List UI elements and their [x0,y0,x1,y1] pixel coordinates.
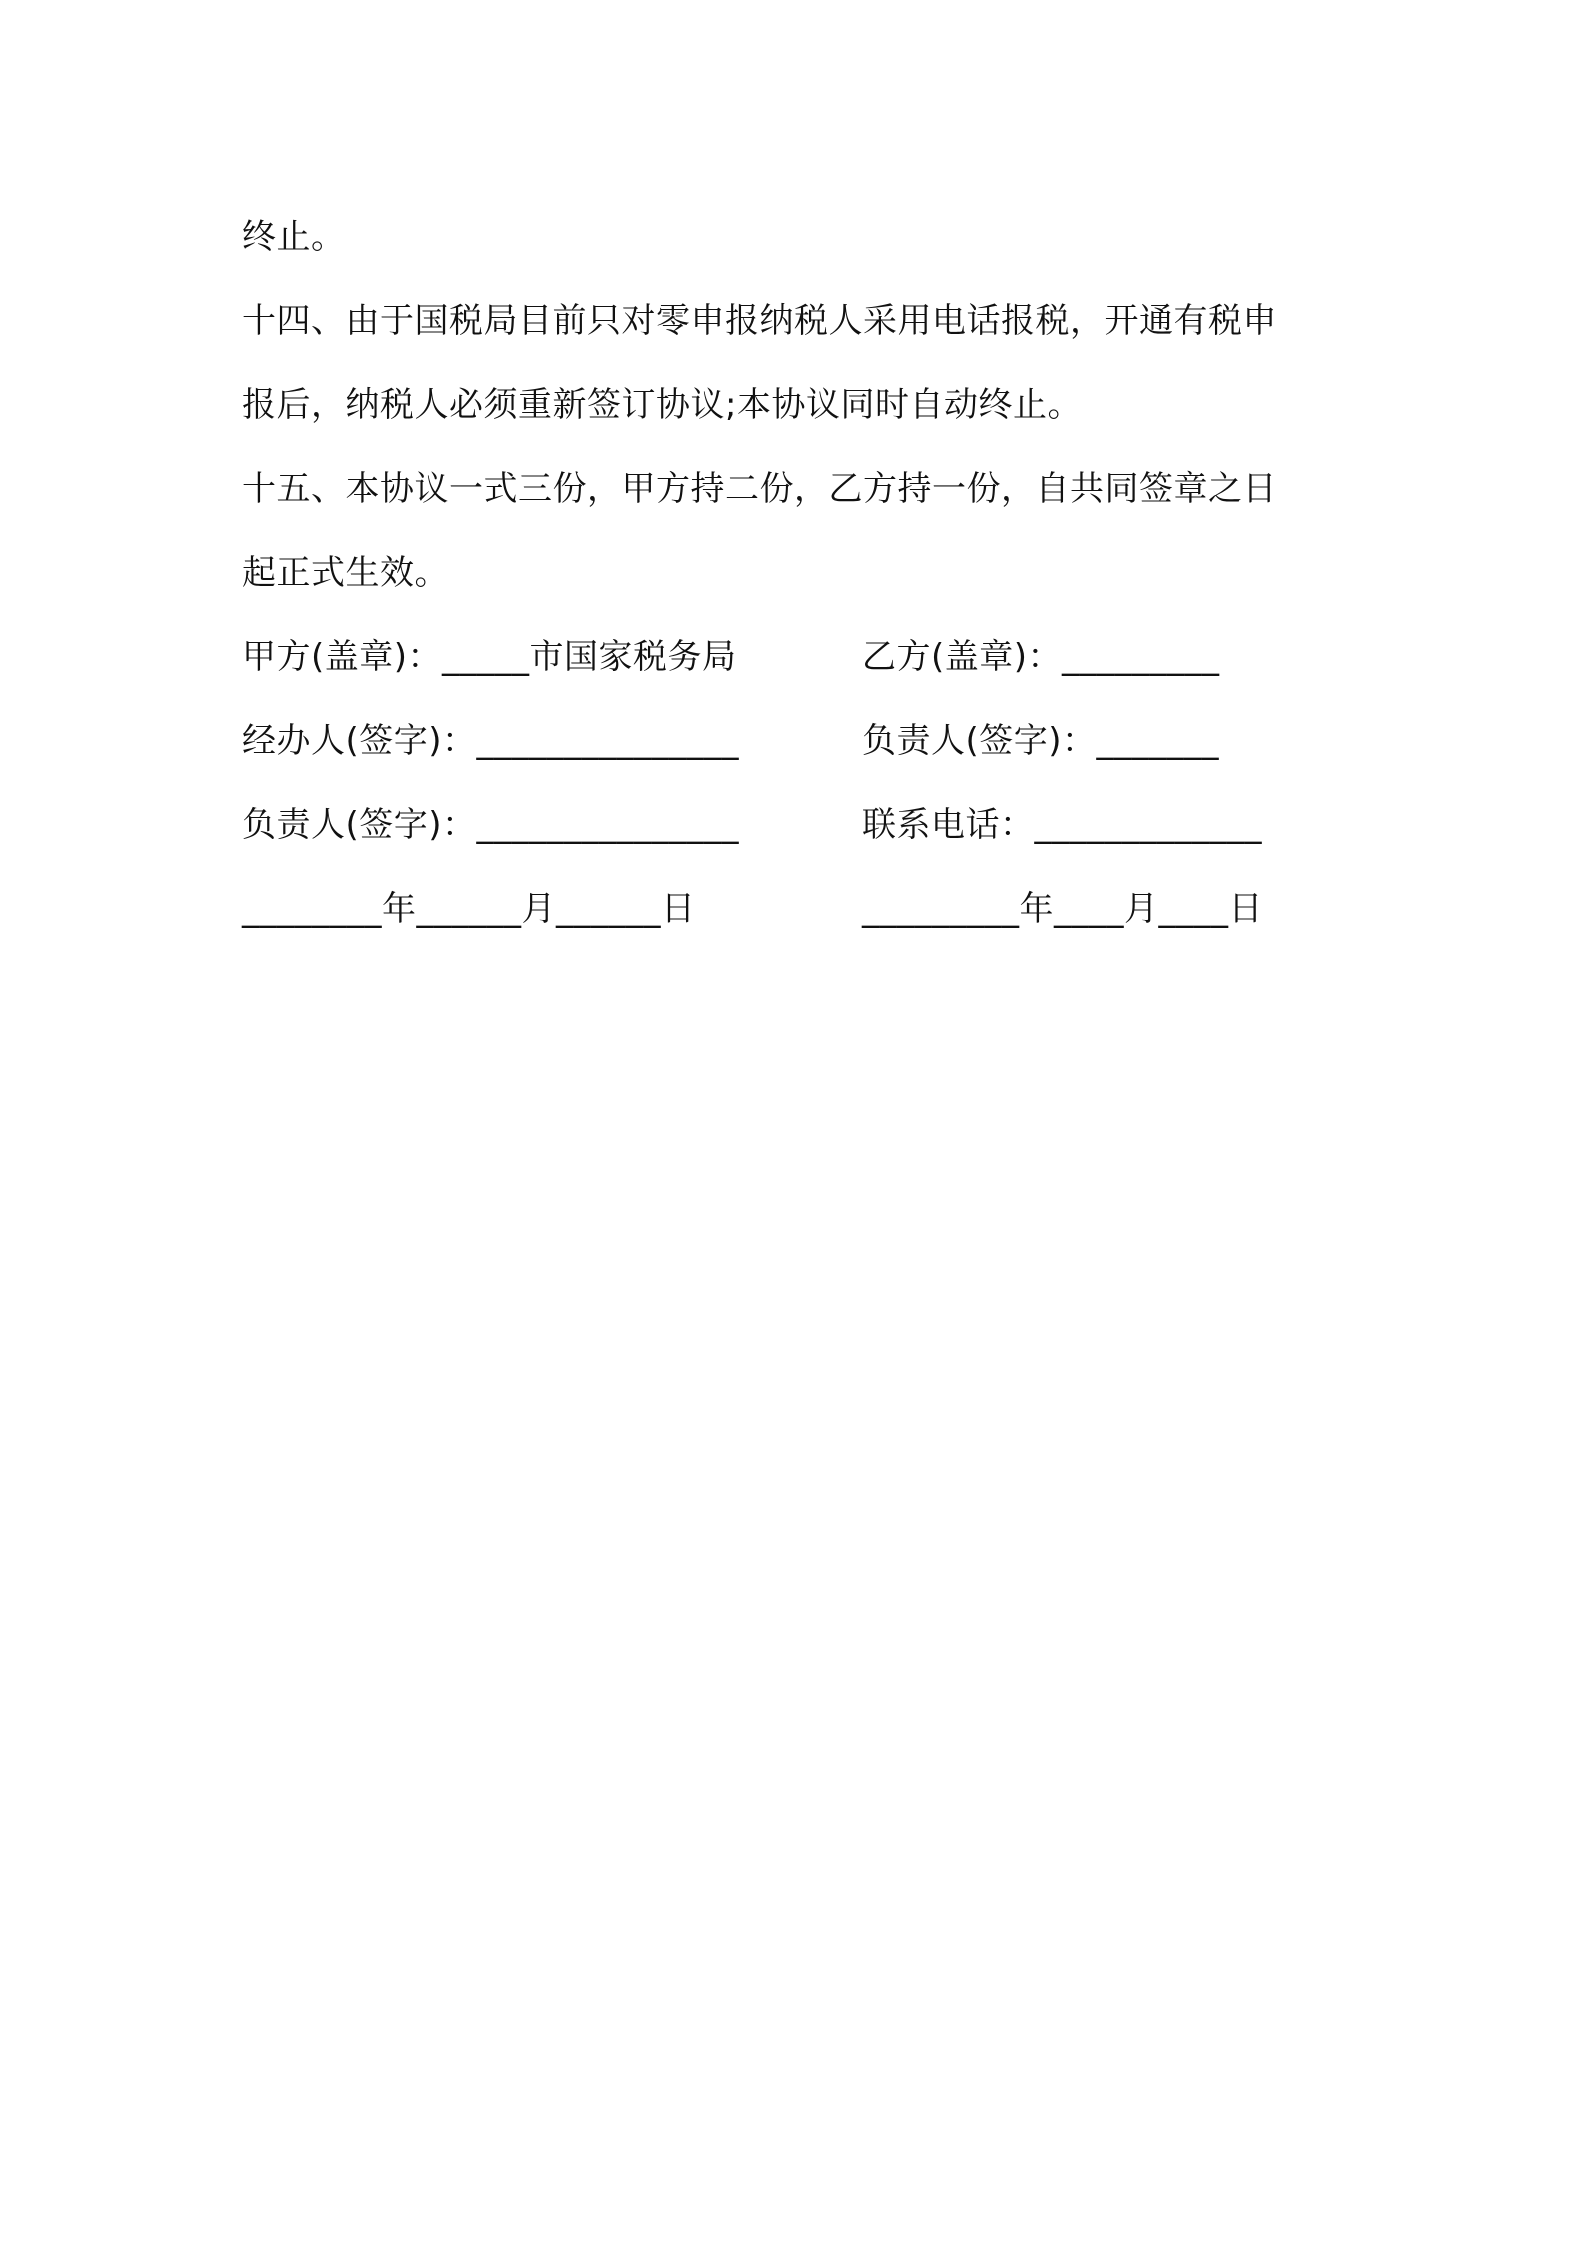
agreement-body [242,195,1362,951]
handler-signature-field: 经办人(签字)：_______________ [242,721,740,761]
party-a-date-field: ________年______月______日 [242,889,696,929]
paragraph-line: 十五、本协议一式三份，甲方持二份，乙方持一份，自共同签章之日 [242,469,1277,509]
party-a-seal-field: 甲方(盖章)：_____市国家税务局 [242,637,737,677]
signature-row-responsible [242,783,1362,867]
signature-row-date [242,867,1362,951]
contact-phone-field: 联系电话：_____________ [862,805,1262,845]
party-a-responsible-signature-field: 负责人(签字)：_______________ [242,805,740,845]
paragraph-line: 报后，纳税人必须重新签订协议;本协议同时自动终止。 [242,385,1082,425]
party-b-responsible-signature-field: 负责人(签字)：_______ [862,721,1220,761]
signature-row-seal [242,615,1362,699]
party-b-seal-field: 乙方(盖章)：_________ [862,637,1220,677]
paragraph-line: 终止。 [242,217,346,257]
paragraph-line: 起正式生效。 [242,553,449,593]
signature-row-handler [242,699,1362,783]
party-b-date-field: _________年____月____日 [862,889,1263,929]
paragraph-line: 十四、由于国税局目前只对零申报纳税人采用电话报税，开通有税申 [242,301,1277,341]
